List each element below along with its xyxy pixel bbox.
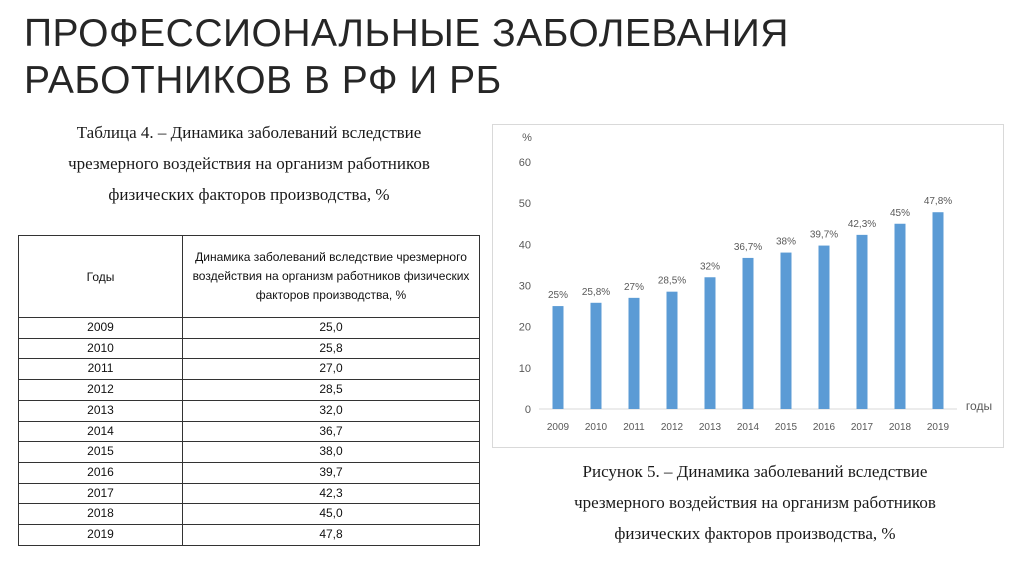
y-tick-label: 20 xyxy=(518,321,531,334)
bar xyxy=(933,212,944,409)
x-tick-label: 2017 xyxy=(850,422,874,433)
value-cell: 42,3 xyxy=(183,483,480,504)
value-cell: 38,0 xyxy=(183,442,480,463)
table-row xyxy=(19,338,480,359)
year-cell: 2012 xyxy=(19,380,183,401)
x-tick-label: 2018 xyxy=(888,422,912,433)
table-row xyxy=(19,359,480,380)
table-caption-line-1: Таблица 4. – Динамика заболеваний вследствие xyxy=(76,123,422,142)
table-row xyxy=(19,400,480,421)
table-row xyxy=(19,525,480,546)
year-cell: 2013 xyxy=(19,400,183,421)
y-tick-label: 50 xyxy=(518,198,531,211)
data-label: 25% xyxy=(547,290,569,302)
table-row xyxy=(19,483,480,504)
year-cell: 2016 xyxy=(19,462,183,483)
table-row xyxy=(19,380,480,401)
chart-frame xyxy=(492,124,1004,448)
x-tick-label: 2009 xyxy=(546,422,570,433)
table-caption-line-3: физических факторов производства, % xyxy=(108,185,390,204)
value-cell: 45,0 xyxy=(183,504,480,525)
data-label: 27% xyxy=(623,281,645,293)
table-row xyxy=(19,442,480,463)
year-cell: 2011 xyxy=(19,359,183,380)
year-cell: 2019 xyxy=(19,525,183,546)
bar xyxy=(553,306,564,409)
header-years: Годы xyxy=(19,236,183,318)
bar-chart xyxy=(493,125,1003,447)
figure-caption xyxy=(520,456,990,549)
table-row xyxy=(19,318,480,339)
data-label: 39,7% xyxy=(809,229,839,241)
x-tick-label: 2019 xyxy=(926,422,950,433)
bar xyxy=(819,246,830,409)
figure-caption-line-2: чрезмерного воздействия на организм работников xyxy=(574,493,936,512)
figure-caption-line-3: физических факторов производства, % xyxy=(614,524,896,543)
bar xyxy=(781,253,792,409)
value-cell: 25,0 xyxy=(183,318,480,339)
data-label: 36,7% xyxy=(733,241,763,253)
table-row xyxy=(19,421,480,442)
table-row xyxy=(19,462,480,483)
x-axis-label: годы xyxy=(965,399,993,413)
data-label: 38% xyxy=(775,236,797,248)
year-cell: 2010 xyxy=(19,338,183,359)
slide-title-line-2: РАБОТНИКОВ В РФ И РБ xyxy=(24,59,502,102)
x-tick-label: 2012 xyxy=(660,422,684,433)
bar xyxy=(667,292,678,409)
table-row xyxy=(19,504,480,525)
data-label: 28,5% xyxy=(657,275,687,287)
data-label: 25,8% xyxy=(581,286,611,298)
year-cell: 2009 xyxy=(19,318,183,339)
data-table xyxy=(18,235,480,546)
slide-title-line-1: ПРОФЕССИОНАЛЬНЫЕ ЗАБОЛЕВАНИЯ xyxy=(24,12,789,55)
data-label: 47,8% xyxy=(923,196,953,208)
x-tick-label: 2016 xyxy=(812,422,836,433)
table-caption-line-2: чрезмерного воздействия на организм работников xyxy=(68,154,430,173)
table-caption xyxy=(18,117,480,210)
value-cell: 36,7 xyxy=(183,421,480,442)
bar xyxy=(629,298,640,409)
value-cell: 39,7 xyxy=(183,462,480,483)
data-label: 42,3% xyxy=(847,218,877,230)
y-tick-label: 40 xyxy=(518,239,531,252)
value-cell: 25,8 xyxy=(183,338,480,359)
year-cell: 2018 xyxy=(19,504,183,525)
bar xyxy=(591,303,602,409)
y-tick-label: 60 xyxy=(518,157,531,169)
data-label: 45% xyxy=(889,207,911,219)
bar xyxy=(705,277,716,409)
data-label: 32% xyxy=(699,261,721,273)
x-tick-label: 2011 xyxy=(623,422,645,433)
bar xyxy=(743,258,754,409)
value-cell: 47,8 xyxy=(183,525,480,546)
x-tick-label: 2013 xyxy=(698,422,722,433)
y-tick-label: 30 xyxy=(518,280,531,293)
year-cell: 2015 xyxy=(19,442,183,463)
x-tick-label: 2014 xyxy=(736,422,760,433)
y-axis-label: % xyxy=(522,132,532,144)
year-cell: 2014 xyxy=(19,421,183,442)
y-tick-label: 0 xyxy=(524,404,531,416)
bar xyxy=(857,235,868,409)
bar xyxy=(895,224,906,409)
value-cell: 32,0 xyxy=(183,400,480,421)
value-cell: 28,5 xyxy=(183,380,480,401)
x-tick-label: 2010 xyxy=(584,422,608,433)
x-tick-label: 2015 xyxy=(774,422,798,433)
figure-caption-line-1: Рисунок 5. – Динамика заболеваний вследствие xyxy=(582,462,928,481)
header-dynamics: Динамика заболеваний вследствие чрезмерного воздействия на организм работников физических факторов производства, % xyxy=(183,236,480,318)
value-cell: 27,0 xyxy=(183,359,480,380)
slide-title xyxy=(24,10,924,104)
y-tick-label: 10 xyxy=(518,362,531,375)
year-cell: 2017 xyxy=(19,483,183,504)
table-body xyxy=(19,318,480,546)
table-header-row xyxy=(19,236,480,318)
